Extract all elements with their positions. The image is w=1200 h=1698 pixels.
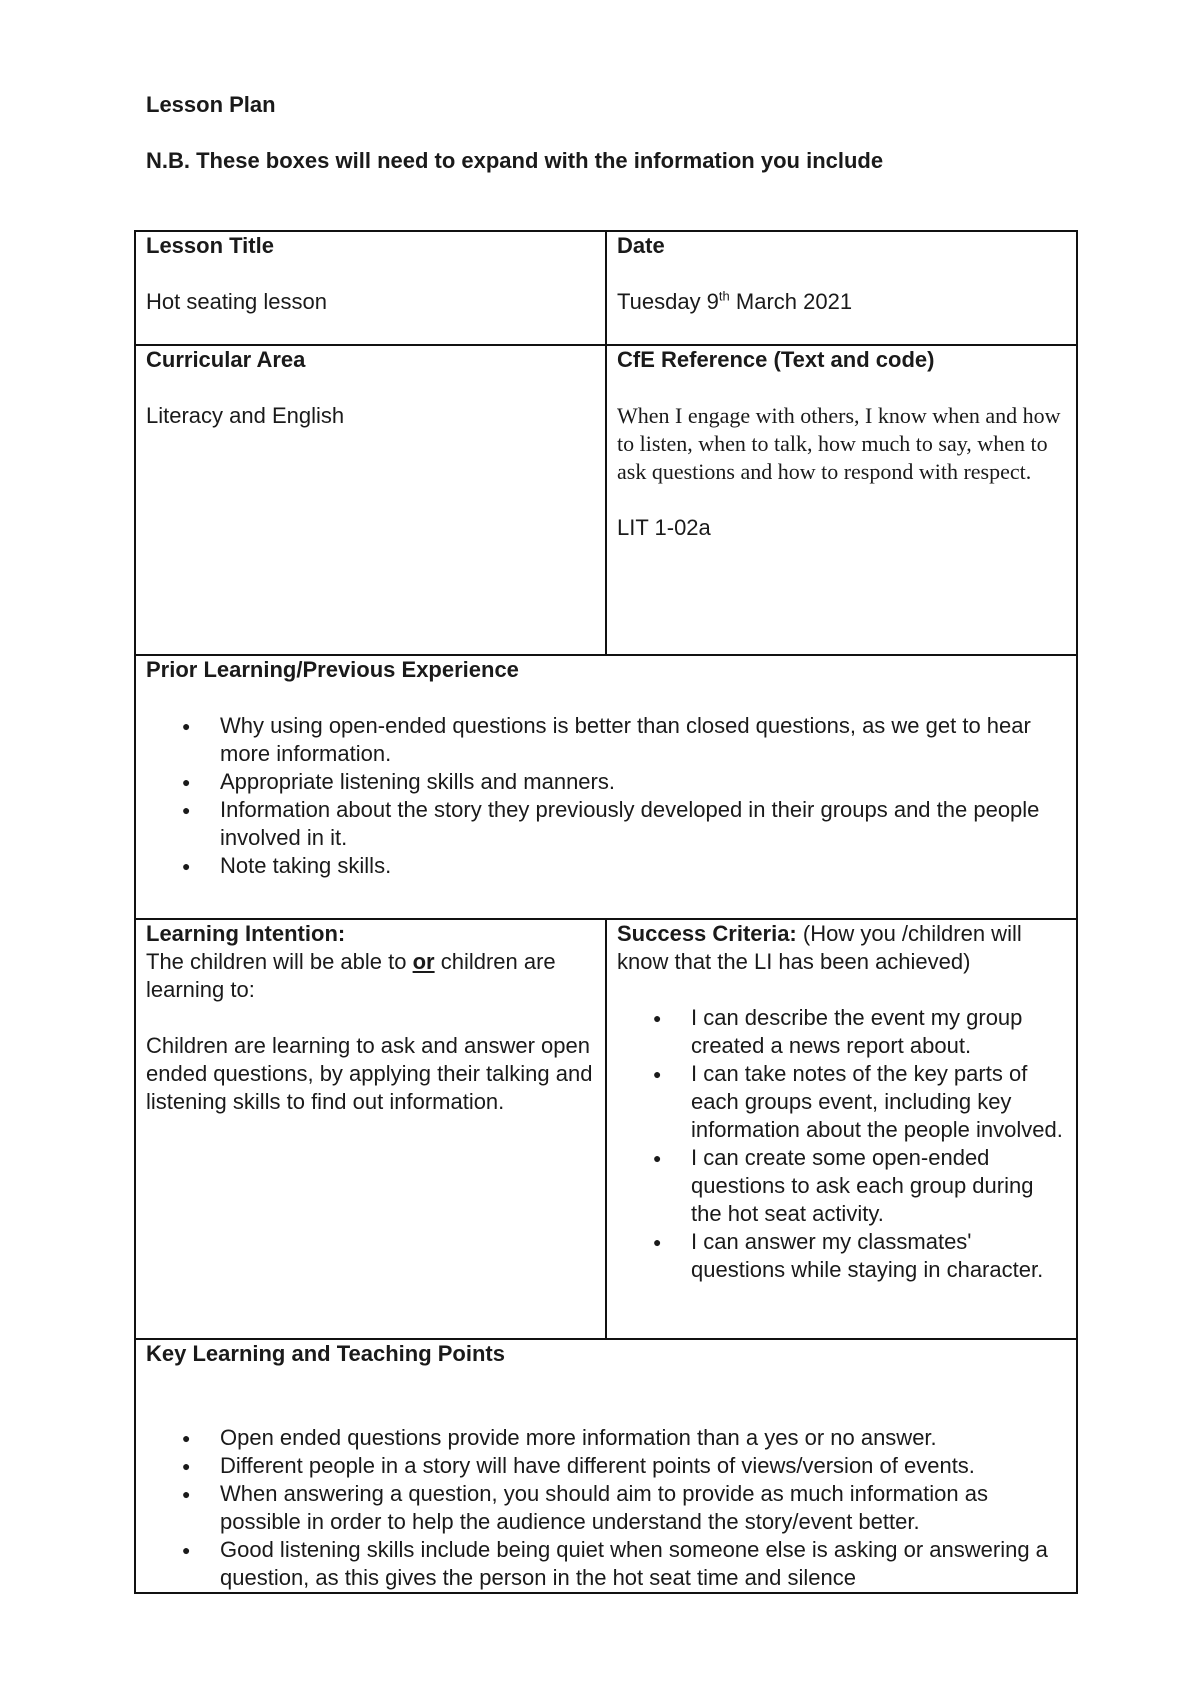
list-item: ● Appropriate listening skills and manners. bbox=[220, 768, 1066, 796]
cfe-reference-label: CfE Reference (Text and code) bbox=[617, 347, 935, 372]
prior-learning-cell bbox=[135, 655, 1077, 919]
list-item: ● Why using open-ended questions is better than closed questions, as we get to hear more information. bbox=[220, 712, 1066, 768]
row-key-points bbox=[135, 1339, 1077, 1593]
curricular-area-cell bbox=[135, 345, 606, 655]
success-criteria-heading: Success Criteria: (How you /children will know that the LI has been achieved) bbox=[617, 921, 1022, 974]
key-points-label: Key Learning and Teaching Points bbox=[146, 1341, 505, 1366]
lesson-title-cell bbox=[135, 231, 606, 345]
cfe-reference-cell bbox=[606, 345, 1077, 655]
list-item: ● I can create some open-ended questions to ask each group during the hot seat activity. bbox=[691, 1144, 1066, 1228]
row-intention-criteria bbox=[135, 919, 1077, 1339]
key-points-cell bbox=[135, 1339, 1077, 1593]
learning-intention-label: Learning Intention: bbox=[146, 921, 346, 946]
page-title: Lesson Plan bbox=[146, 92, 276, 117]
list-item: ● I can answer my classmates' questions while staying in character. bbox=[691, 1228, 1066, 1284]
success-criteria-cell bbox=[606, 919, 1077, 1339]
lesson-plan-table bbox=[134, 230, 1078, 1594]
row-title-date bbox=[135, 231, 1077, 345]
date-cell bbox=[606, 231, 1077, 345]
list-item: ● I can describe the event my group created a news report about. bbox=[691, 1004, 1066, 1060]
date-label: Date bbox=[617, 233, 665, 258]
cfe-reference-text: When I engage with others, I know when and how to listen, when to talk, how much to say, when to ask questions and how to respond with respect. bbox=[617, 403, 1061, 484]
list-item: ● Different people in a story will have different points of views/version of events. bbox=[220, 1452, 1066, 1480]
row-prior-learning bbox=[135, 655, 1077, 919]
curricular-area-value: Literacy and English bbox=[146, 403, 345, 428]
list-item: ● I can take notes of the key parts of each groups event, including key information about the people involved. bbox=[691, 1060, 1066, 1144]
page-note: N.B. These boxes will need to expand with the information you include bbox=[146, 148, 884, 173]
prior-learning-list bbox=[146, 712, 1066, 880]
lesson-title-value: Hot seating lesson bbox=[146, 289, 327, 314]
or-emphasis: or bbox=[412, 949, 435, 974]
list-item: ● Note taking skills. bbox=[220, 852, 1066, 880]
cfe-reference-code: LIT 1-02a bbox=[617, 515, 711, 540]
lesson-title-label: Lesson Title bbox=[146, 233, 274, 258]
list-item: ● When answering a question, you should aim to provide as much information as possible in order to help the audience understand the story/event better. bbox=[220, 1480, 1066, 1536]
learning-intention-text: Children are learning to ask and answer open ended questions, by applying their talking and listening skills to find out information. bbox=[146, 1033, 593, 1114]
row-area-cfe bbox=[135, 345, 1077, 655]
learning-intention-intro: The children will be able to or children are learning to: bbox=[146, 949, 556, 1002]
list-item: ● Information about the story they previously developed in their groups and the people involved in it. bbox=[220, 796, 1066, 852]
key-points-list bbox=[146, 1424, 1066, 1592]
list-item: ● Good listening skills include being quiet when someone else is asking or answering a question, as this gives the person in the hot seat time and silence bbox=[220, 1536, 1066, 1592]
date-value: Tuesday 9th March 2021 bbox=[617, 288, 853, 314]
learning-intention-cell bbox=[135, 919, 606, 1339]
prior-learning-label: Prior Learning/Previous Experience bbox=[146, 657, 519, 682]
list-item: ● Open ended questions provide more information than a yes or no answer. bbox=[220, 1424, 1066, 1452]
success-criteria-list bbox=[617, 1004, 1066, 1284]
curricular-area-label: Curricular Area bbox=[146, 347, 306, 372]
